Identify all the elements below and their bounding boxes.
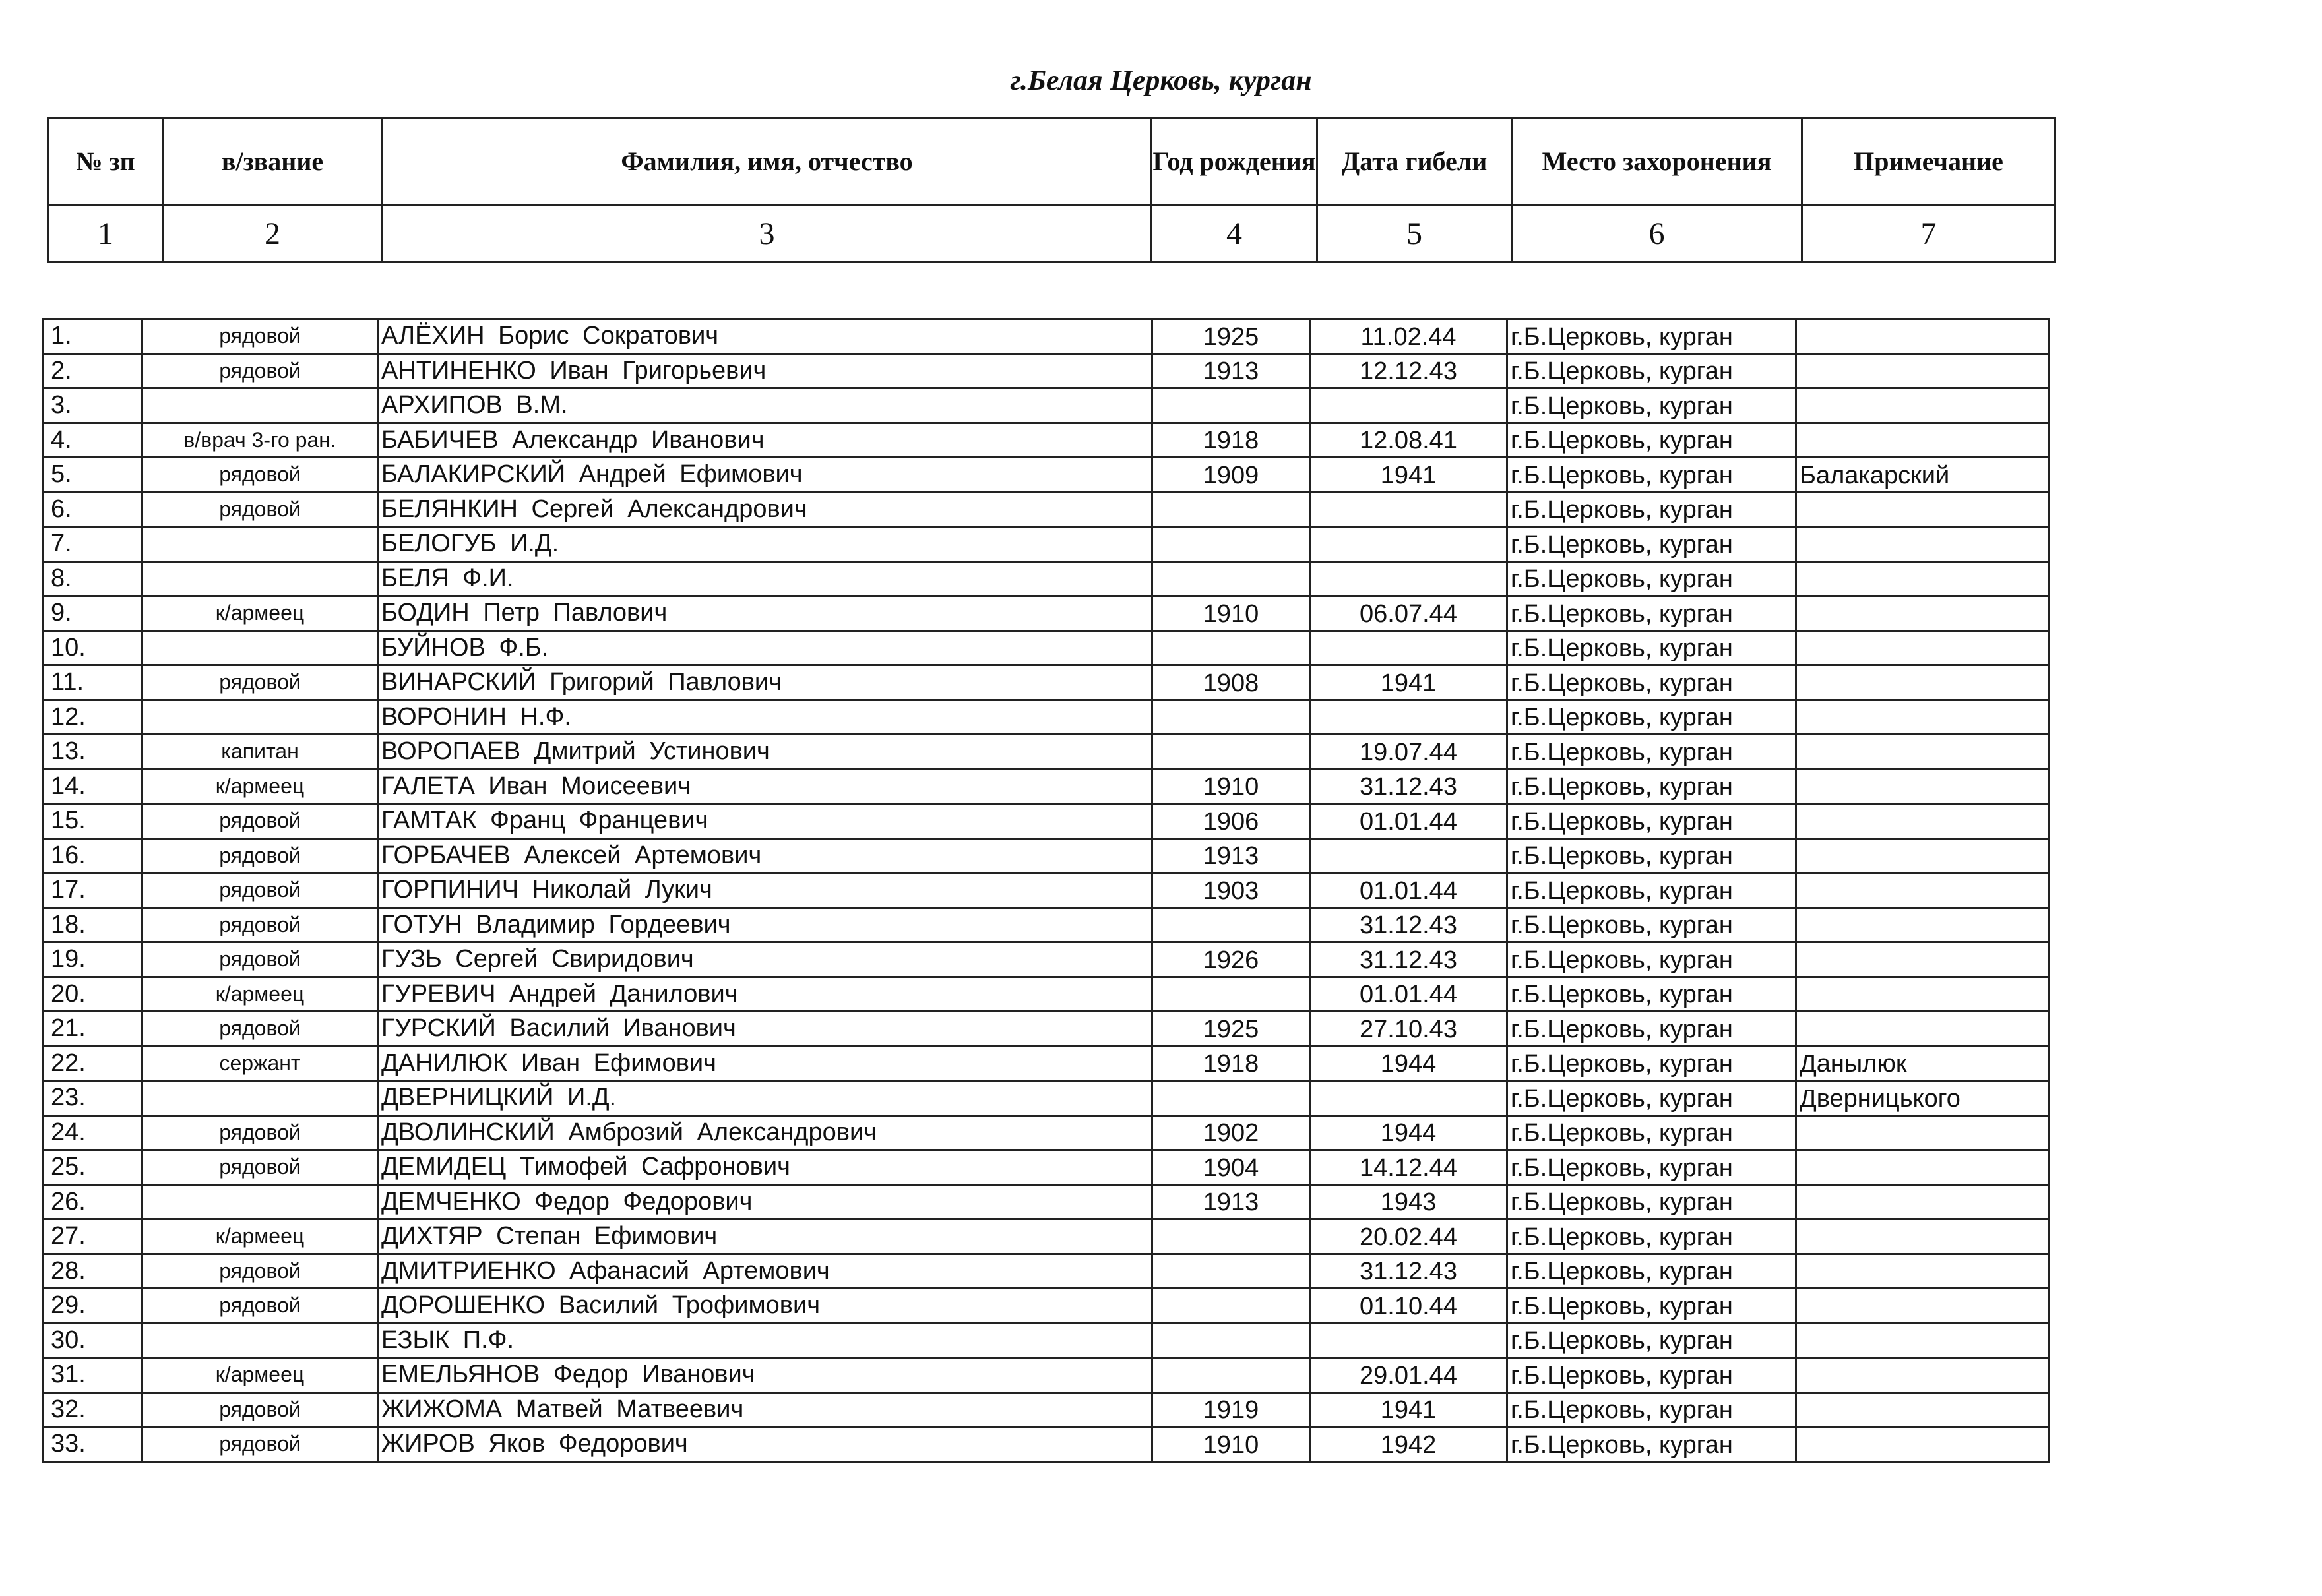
death-date: 27.10.43 <box>1310 1012 1507 1047</box>
burial-place: г.Б.Церковь, курган <box>1507 1219 1796 1254</box>
death-date: 01.10.44 <box>1310 1289 1507 1324</box>
death-date <box>1310 700 1507 735</box>
birth-year: 1904 <box>1152 1150 1310 1185</box>
row-number: 9. <box>44 596 142 631</box>
burial-place: г.Б.Церковь, курган <box>1507 1184 1796 1219</box>
note <box>1796 492 2049 527</box>
note <box>1796 1254 2049 1289</box>
header-col-number: 7 <box>1802 205 2055 262</box>
row-number: 8. <box>44 561 142 596</box>
row-number: 26. <box>44 1184 142 1219</box>
row-number: 30. <box>44 1323 142 1358</box>
military-rank: к/армеец <box>142 977 378 1012</box>
note <box>1796 700 2049 735</box>
military-rank: рядовой <box>142 873 378 908</box>
death-date: 31.12.43 <box>1310 769 1507 804</box>
note <box>1796 769 2049 804</box>
table-row <box>44 977 2049 1012</box>
row-number: 32. <box>44 1392 142 1427</box>
row-number: 3. <box>44 388 142 423</box>
burial-place: г.Б.Церковь, курган <box>1507 1323 1796 1358</box>
burial-place: г.Б.Церковь, курган <box>1507 1427 1796 1462</box>
birth-year: 1919 <box>1152 1392 1310 1427</box>
military-rank <box>142 1081 378 1116</box>
birth-year: 1913 <box>1152 838 1310 873</box>
death-date <box>1310 838 1507 873</box>
header-col-number: 2 <box>163 205 383 262</box>
military-rank: рядовой <box>142 1427 378 1462</box>
table-row <box>44 353 2049 388</box>
table-row <box>44 873 2049 908</box>
table-row <box>44 1184 2049 1219</box>
birth-year: 1918 <box>1152 1046 1310 1081</box>
row-number: 6. <box>44 492 142 527</box>
birth-year: 1925 <box>1152 1012 1310 1047</box>
row-number: 33. <box>44 1427 142 1462</box>
death-date <box>1310 630 1507 665</box>
death-date: 19.07.44 <box>1310 735 1507 770</box>
table-row <box>44 1081 2049 1116</box>
military-rank: рядовой <box>142 1289 378 1324</box>
note <box>1796 907 2049 942</box>
military-rank: рядовой <box>142 319 378 354</box>
birth-year: 1910 <box>1152 1427 1310 1462</box>
row-number: 12. <box>44 700 142 735</box>
full-name: ГУРЕВИЧ Андрей Данилович <box>378 977 1152 1012</box>
note: Балакарский <box>1796 458 2049 493</box>
table-row <box>44 838 2049 873</box>
note <box>1796 561 2049 596</box>
birth-year: 1910 <box>1152 769 1310 804</box>
row-number: 11. <box>44 665 142 700</box>
burial-place: г.Б.Церковь, курган <box>1507 873 1796 908</box>
row-number: 15. <box>44 804 142 839</box>
header-numbers-row <box>49 205 2055 262</box>
table-row <box>44 1254 2049 1289</box>
military-rank: рядовой <box>142 492 378 527</box>
note <box>1796 735 2049 770</box>
military-rank <box>142 1184 378 1219</box>
table-row <box>44 527 2049 562</box>
death-date: 12.12.43 <box>1310 353 1507 388</box>
full-name: БОДИН Петр Павлович <box>378 596 1152 631</box>
header-col-number: 5 <box>1317 205 1512 262</box>
full-name: ЕМЕЛЬЯНОВ Федор Иванович <box>378 1358 1152 1393</box>
death-date: 06.07.44 <box>1310 596 1507 631</box>
header-burial-place: Место захоронения <box>1512 119 1802 205</box>
death-date: 31.12.43 <box>1310 1254 1507 1289</box>
burial-place: г.Б.Церковь, курган <box>1507 1081 1796 1116</box>
table-row <box>44 1427 2049 1462</box>
military-rank: рядовой <box>142 1254 378 1289</box>
header-labels-row <box>49 119 2055 205</box>
table-row <box>44 596 2049 631</box>
header-col-number: 4 <box>1152 205 1317 262</box>
row-number: 7. <box>44 527 142 562</box>
birth-year: 1902 <box>1152 1115 1310 1150</box>
birth-year <box>1152 1358 1310 1393</box>
burial-place: г.Б.Церковь, курган <box>1507 630 1796 665</box>
row-number: 27. <box>44 1219 142 1254</box>
birth-year: 1909 <box>1152 458 1310 493</box>
death-date: 1941 <box>1310 458 1507 493</box>
table-row <box>44 1012 2049 1047</box>
note <box>1796 527 2049 562</box>
full-name: ДВЕРНИЦКИЙ И.Д. <box>378 1081 1152 1116</box>
full-name: ГОРПИНИЧ Николай Лукич <box>378 873 1152 908</box>
table-row <box>44 1115 2049 1150</box>
military-rank: к/армеец <box>142 769 378 804</box>
table-row <box>44 735 2049 770</box>
military-rank: к/армеец <box>142 596 378 631</box>
burial-place: г.Б.Церковь, курган <box>1507 735 1796 770</box>
military-rank <box>142 561 378 596</box>
table-row <box>44 1358 2049 1393</box>
full-name: ГОТУН Владимир Гордеевич <box>378 907 1152 942</box>
table-row <box>44 665 2049 700</box>
burial-place: г.Б.Церковь, курган <box>1507 561 1796 596</box>
birth-year <box>1152 700 1310 735</box>
burial-place: г.Б.Церковь, курган <box>1507 1046 1796 1081</box>
death-date <box>1310 492 1507 527</box>
row-number: 4. <box>44 423 142 458</box>
military-rank <box>142 388 378 423</box>
table-row <box>44 1289 2049 1324</box>
burial-records-table <box>42 318 2050 1463</box>
military-rank: рядовой <box>142 1150 378 1185</box>
row-number: 16. <box>44 838 142 873</box>
burial-place: г.Б.Церковь, курган <box>1507 423 1796 458</box>
note <box>1796 977 2049 1012</box>
row-number: 10. <box>44 630 142 665</box>
death-date: 1942 <box>1310 1427 1507 1462</box>
row-number: 13. <box>44 735 142 770</box>
death-date: 31.12.43 <box>1310 907 1507 942</box>
row-number: 22. <box>44 1046 142 1081</box>
note <box>1796 804 2049 839</box>
full-name: ВОРОПАЕВ Дмитрий Устинович <box>378 735 1152 770</box>
full-name: БЕЛОГУБ И.Д. <box>378 527 1152 562</box>
full-name: АЛЁХИН Борис Сократович <box>378 319 1152 354</box>
full-name: БАЛАКИРСКИЙ Андрей Ефимович <box>378 458 1152 493</box>
row-number: 1. <box>44 319 142 354</box>
birth-year <box>1152 1254 1310 1289</box>
military-rank: рядовой <box>142 1115 378 1150</box>
note <box>1796 423 2049 458</box>
note <box>1796 1219 2049 1254</box>
row-number: 31. <box>44 1358 142 1393</box>
death-date: 1944 <box>1310 1115 1507 1150</box>
note <box>1796 630 2049 665</box>
full-name: ЕЗЫК П.Ф. <box>378 1323 1152 1358</box>
burial-place: г.Б.Церковь, курган <box>1507 977 1796 1012</box>
header-full-name: Фамилия, имя, отчество <box>383 119 1152 205</box>
note <box>1796 1323 2049 1358</box>
birth-year <box>1152 735 1310 770</box>
military-rank: рядовой <box>142 942 378 977</box>
birth-year: 1918 <box>1152 423 1310 458</box>
death-date: 1944 <box>1310 1046 1507 1081</box>
military-rank <box>142 700 378 735</box>
military-rank: рядовой <box>142 804 378 839</box>
burial-place: г.Б.Церковь, курган <box>1507 353 1796 388</box>
military-rank: сержант <box>142 1046 378 1081</box>
header-col-number: 1 <box>49 205 163 262</box>
death-date: 29.01.44 <box>1310 1358 1507 1393</box>
death-date: 11.02.44 <box>1310 319 1507 354</box>
birth-year: 1908 <box>1152 665 1310 700</box>
death-date <box>1310 561 1507 596</box>
header-death-date: Дата гибели <box>1317 119 1512 205</box>
full-name: ДОРОШЕНКО Василий Трофимович <box>378 1289 1152 1324</box>
table-row <box>44 423 2049 458</box>
burial-place: г.Б.Церковь, курган <box>1507 804 1796 839</box>
column-header-table <box>47 117 2056 263</box>
birth-year: 1925 <box>1152 319 1310 354</box>
birth-year <box>1152 388 1310 423</box>
military-rank: в/врач 3-го ран. <box>142 423 378 458</box>
full-name: ДИХТЯР Степан Ефимович <box>378 1219 1152 1254</box>
full-name: БАБИЧЕВ Александр Иванович <box>378 423 1152 458</box>
burial-place: г.Б.Церковь, курган <box>1507 527 1796 562</box>
header-rank: в/звание <box>163 119 383 205</box>
note <box>1796 665 2049 700</box>
military-rank <box>142 1323 378 1358</box>
note <box>1796 388 2049 423</box>
header-col-number: 6 <box>1512 205 1802 262</box>
birth-year: 1906 <box>1152 804 1310 839</box>
full-name: ДВОЛИНСКИЙ Амброзий Александрович <box>378 1115 1152 1150</box>
military-rank: капитан <box>142 735 378 770</box>
table-row <box>44 1323 2049 1358</box>
table-row <box>44 1046 2049 1081</box>
note <box>1796 596 2049 631</box>
burial-place: г.Б.Церковь, курган <box>1507 942 1796 977</box>
burial-place: г.Б.Церковь, курган <box>1507 1392 1796 1427</box>
death-date <box>1310 1081 1507 1116</box>
military-rank: рядовой <box>142 1012 378 1047</box>
full-name: ГАМТАК Франц Францевич <box>378 804 1152 839</box>
header-birth-year: Год рождения <box>1152 119 1317 205</box>
burial-place: г.Б.Церковь, курган <box>1507 1358 1796 1393</box>
note <box>1796 1358 2049 1393</box>
row-number: 29. <box>44 1289 142 1324</box>
death-date: 14.12.44 <box>1310 1150 1507 1185</box>
military-rank: рядовой <box>142 907 378 942</box>
row-number: 18. <box>44 907 142 942</box>
burial-place: г.Б.Церковь, курган <box>1507 700 1796 735</box>
note <box>1796 1392 2049 1427</box>
full-name: ДЕМИДЕЦ Тимофей Сафронович <box>378 1150 1152 1185</box>
row-number: 19. <box>44 942 142 977</box>
burial-place: г.Б.Церковь, курган <box>1507 388 1796 423</box>
header-col-number: 3 <box>383 205 1152 262</box>
full-name: АРХИПОВ В.М. <box>378 388 1152 423</box>
birth-year: 1913 <box>1152 353 1310 388</box>
full-name: ДЕМЧЕНКО Федор Федорович <box>378 1184 1152 1219</box>
death-date: 01.01.44 <box>1310 977 1507 1012</box>
burial-place: г.Б.Церковь, курган <box>1507 1115 1796 1150</box>
burial-place: г.Б.Церковь, курган <box>1507 1150 1796 1185</box>
table-row <box>44 1392 2049 1427</box>
birth-year <box>1152 630 1310 665</box>
note <box>1796 1289 2049 1324</box>
full-name: БЕЛЯ Ф.И. <box>378 561 1152 596</box>
full-name: ВОРОНИН Н.Ф. <box>378 700 1152 735</box>
row-number: 21. <box>44 1012 142 1047</box>
burial-place: г.Б.Церковь, курган <box>1507 458 1796 493</box>
birth-year: 1913 <box>1152 1184 1310 1219</box>
note <box>1796 1115 2049 1150</box>
burial-place: г.Б.Церковь, курган <box>1507 665 1796 700</box>
birth-year <box>1152 1289 1310 1324</box>
note <box>1796 1012 2049 1047</box>
military-rank: к/армеец <box>142 1358 378 1393</box>
row-number: 2. <box>44 353 142 388</box>
note <box>1796 1184 2049 1219</box>
death-date: 01.01.44 <box>1310 873 1507 908</box>
row-number: 24. <box>44 1115 142 1150</box>
row-number: 17. <box>44 873 142 908</box>
row-number: 14. <box>44 769 142 804</box>
burial-place: г.Б.Церковь, курган <box>1507 1012 1796 1047</box>
full-name: ДМИТРИЕНКО Афанасий Артемович <box>378 1254 1152 1289</box>
burial-place: г.Б.Церковь, курган <box>1507 769 1796 804</box>
row-number: 28. <box>44 1254 142 1289</box>
death-date <box>1310 388 1507 423</box>
birth-year <box>1152 977 1310 1012</box>
table-row <box>44 1150 2049 1185</box>
table-row <box>44 630 2049 665</box>
military-rank <box>142 527 378 562</box>
death-date: 1943 <box>1310 1184 1507 1219</box>
burial-place: г.Б.Церковь, курган <box>1507 319 1796 354</box>
death-date: 1941 <box>1310 665 1507 700</box>
death-date <box>1310 1323 1507 1358</box>
death-date: 12.08.41 <box>1310 423 1507 458</box>
table-row <box>44 561 2049 596</box>
death-date: 20.02.44 <box>1310 1219 1507 1254</box>
row-number: 23. <box>44 1081 142 1116</box>
full-name: ДАНИЛЮК Иван Ефимович <box>378 1046 1152 1081</box>
records-body <box>44 319 2049 1462</box>
table-row <box>44 907 2049 942</box>
full-name: БЕЛЯНКИН Сергей Александрович <box>378 492 1152 527</box>
note <box>1796 942 2049 977</box>
birth-year <box>1152 527 1310 562</box>
note: Дверницького <box>1796 1081 2049 1116</box>
full-name: ГУРСКИЙ Василий Иванович <box>378 1012 1152 1047</box>
burial-place: г.Б.Церковь, курган <box>1507 838 1796 873</box>
death-date <box>1310 527 1507 562</box>
table-row <box>44 458 2049 493</box>
table-row <box>44 492 2049 527</box>
burial-place: г.Б.Церковь, курган <box>1507 907 1796 942</box>
burial-place: г.Б.Церковь, курган <box>1507 1254 1796 1289</box>
military-rank: рядовой <box>142 838 378 873</box>
birth-year <box>1152 1323 1310 1358</box>
document-title: г.Белая Церковь, курган <box>1010 64 1312 96</box>
table-row <box>44 319 2049 354</box>
table-row <box>44 769 2049 804</box>
table-row <box>44 1219 2049 1254</box>
note <box>1796 319 2049 354</box>
note <box>1796 873 2049 908</box>
table-row <box>44 388 2049 423</box>
full-name: ГОРБАЧЕВ Алексей Артемович <box>378 838 1152 873</box>
birth-year: 1926 <box>1152 942 1310 977</box>
full-name: АНТИНЕНКО Иван Григорьевич <box>378 353 1152 388</box>
military-rank <box>142 630 378 665</box>
birth-year: 1903 <box>1152 873 1310 908</box>
note <box>1796 1427 2049 1462</box>
death-date: 1941 <box>1310 1392 1507 1427</box>
full-name: ЖИЖОМА Матвей Матвеевич <box>378 1392 1152 1427</box>
death-date: 31.12.43 <box>1310 942 1507 977</box>
table-row <box>44 804 2049 839</box>
military-rank: рядовой <box>142 458 378 493</box>
military-rank: к/армеец <box>142 1219 378 1254</box>
full-name: ГУЗЬ Сергей Свиридович <box>378 942 1152 977</box>
birth-year <box>1152 907 1310 942</box>
row-number: 25. <box>44 1150 142 1185</box>
military-rank: рядовой <box>142 665 378 700</box>
header-note: Примечание <box>1802 119 2055 205</box>
full-name: БУЙНОВ Ф.Б. <box>378 630 1152 665</box>
burial-place: г.Б.Церковь, курган <box>1507 492 1796 527</box>
row-number: 20. <box>44 977 142 1012</box>
full-name: ВИНАРСКИЙ Григорий Павлович <box>378 665 1152 700</box>
note: Данылюк <box>1796 1046 2049 1081</box>
full-name: ГАЛЕТА Иван Моисеевич <box>378 769 1152 804</box>
note <box>1796 838 2049 873</box>
birth-year <box>1152 492 1310 527</box>
birth-year <box>1152 1219 1310 1254</box>
burial-place: г.Б.Церковь, курган <box>1507 1289 1796 1324</box>
full-name: ЖИРОВ Яков Федорович <box>378 1427 1152 1462</box>
military-rank: рядовой <box>142 353 378 388</box>
death-date: 01.01.44 <box>1310 804 1507 839</box>
table-row <box>44 942 2049 977</box>
note <box>1796 353 2049 388</box>
note <box>1796 1150 2049 1185</box>
birth-year <box>1152 1081 1310 1116</box>
table-row <box>44 700 2049 735</box>
military-rank: рядовой <box>142 1392 378 1427</box>
burial-place: г.Б.Церковь, курган <box>1507 596 1796 631</box>
row-number: 5. <box>44 458 142 493</box>
header-number: № зп <box>49 119 163 205</box>
birth-year: 1910 <box>1152 596 1310 631</box>
birth-year <box>1152 561 1310 596</box>
